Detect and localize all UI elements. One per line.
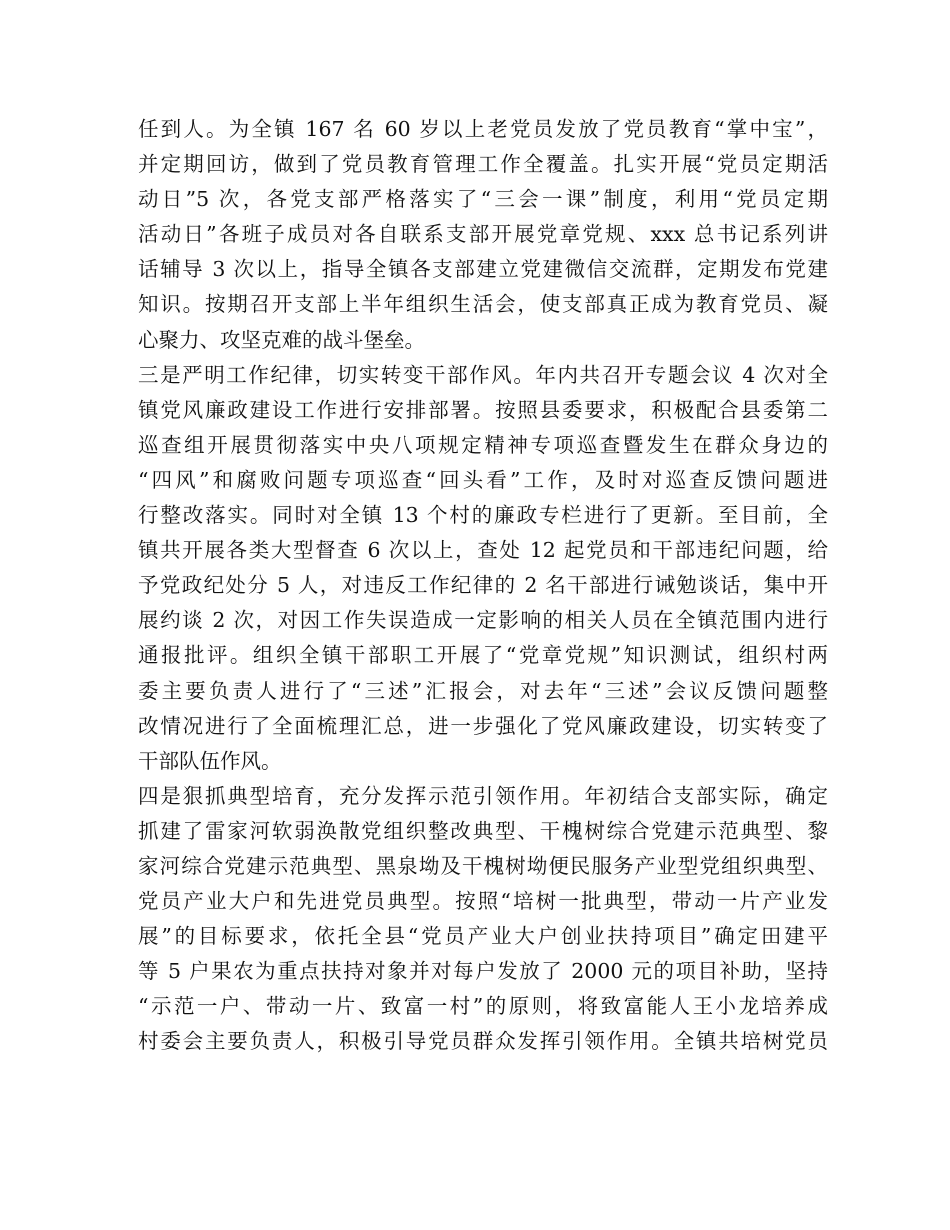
- text-line: 党员产业大户和先进党员典型。按照“培树一批典型，带动一片产业发: [138, 889, 828, 914]
- text-line: 展约谈 2 次，对因工作失误造成一定影响的相关人员在全镇范围内进行: [138, 608, 828, 633]
- text-line: 镇共开展各类大型督查 6 次以上，查处 12 起党员和干部违纪问题，给: [138, 538, 828, 563]
- text-line: 活动日”各班子成员对各自联系支部开展党章党规、xxx 总书记系列讲: [138, 222, 828, 247]
- text-line: 家河综合党建示范典型、黑泉坳及干槐树坳便民服务产业型党组织典型、: [138, 853, 828, 878]
- text-line: 动日”5 次，各党支部严格落实了“三会一课”制度，利用“党员定期: [138, 187, 828, 212]
- text-line: 予党政纪处分 5 人，对违反工作纪律的 2 名干部进行诫勉谈话，集中开: [138, 573, 828, 598]
- text-line: 通报批评。组织全镇干部职工开展了“党章党规”知识测试，组织村两: [138, 643, 828, 668]
- text-line: 行整改落实。同时对全镇 13 个村的廉政专栏进行了更新。至目前，全: [138, 503, 828, 528]
- text-line: 等 5 户果农为重点扶持对象并对每户发放了 2000 元的项目补助，坚持: [138, 959, 828, 984]
- text-line: 话辅导 3 次以上，指导全镇各支部建立党建微信交流群，定期发布党建: [138, 257, 828, 282]
- text-line: “四风”和腐败问题专项巡查“回头看”工作，及时对巡查反馈问题进: [138, 467, 828, 492]
- text-line: 展”的目标要求，依托全县“党员产业大户创业扶持项目”确定田建平: [138, 924, 828, 949]
- text-line: 镇党风廉政建设工作进行安排部署。按照县委要求，积极配合县委第二: [138, 397, 828, 422]
- text-line: 委主要负责人进行了“三述”汇报会，对去年“三述”会议反馈问题整: [138, 678, 828, 703]
- body-text: [138, 112, 828, 1060]
- text-line: 改情况进行了全面梳理汇总，进一步强化了党风廉政建设，切实转变了: [138, 713, 828, 738]
- text-line: 巡查组开展贯彻落实中央八项规定精神专项巡查暨发生在群众身边的: [138, 432, 828, 457]
- text-line: 干部队伍作风。: [138, 748, 282, 773]
- text-line: 村委会主要负责人，积极引导党员群众发挥引领作用。全镇共培树党员: [138, 1029, 828, 1054]
- text-line: 知识。按期召开支部上半年组织生活会，使支部真正成为教育党员、凝: [138, 292, 828, 317]
- text-line: 心聚力、攻坚克难的战斗堡垒。: [138, 327, 425, 352]
- text-line: “示范一户、带动一片、致富一村”的原则，将致富能人王小龙培养成: [138, 994, 828, 1019]
- text-line: 四是狠抓典型培育，充分发挥示范引领作用。年初结合支部实际，确定: [138, 783, 828, 808]
- text-line: 并定期回访，做到了党员教育管理工作全覆盖。扎实开展“党员定期活: [138, 152, 828, 177]
- text-line: 三是严明工作纪律，切实转变干部作风。年内共召开专题会议 4 次对全: [138, 362, 828, 387]
- text-line: 抓建了雷家河软弱涣散党组织整改典型、干槐树综合党建示范典型、黎: [138, 818, 828, 843]
- text-line: 任到人。为全镇 167 名 60 岁以上老党员发放了党员教育“掌中宝”，: [138, 117, 828, 141]
